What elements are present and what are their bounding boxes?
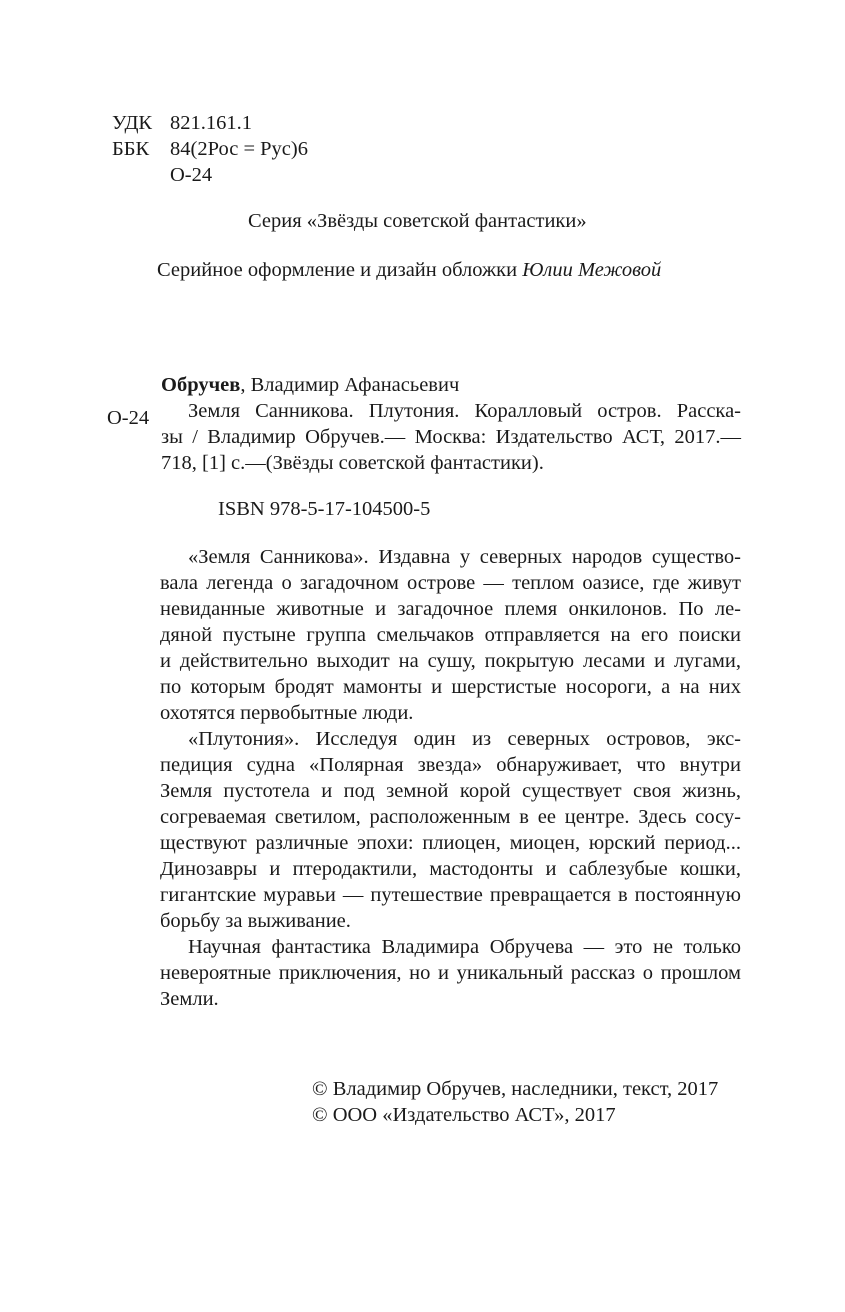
annotation-line: Земли. (160, 988, 219, 1010)
annotation-line: и действительно выходит на сушу, покрытую лесами и лугами, (160, 650, 741, 672)
annotation-line: согреваемая светилом, расположенным в ее центре. Здесь сосу- (160, 806, 741, 828)
annotation-line: ществуют различные эпохи: плиоцен, миоцен, юрский период... (160, 832, 741, 854)
annotation-line: борьбу за выживание. (160, 910, 351, 932)
author-surname: Обручев (161, 374, 241, 396)
annotation-line: педиция судна «Полярная звезда» обнаруживает, что внутри (160, 754, 741, 776)
annotation-line: дяной пустыне группа смельчаков отправляется на его поиски (160, 624, 741, 646)
isbn: ISBN 978-5-17-104500-5 (218, 498, 431, 520)
annotation-line: Научная фантастика Владимира Обручева — это не только (188, 936, 741, 958)
bbk-value: 84(2Рос = Рус)6 (170, 138, 308, 160)
catalog-description-line: зы / Владимир Обручев.— Москва: Издательство АСТ, 2017.— (161, 426, 741, 448)
bbk-line (112, 136, 308, 162)
annotation-line: невиданные животные и загадочное племя онкилонов. По ле- (160, 598, 741, 620)
bbk-label: ББК (112, 138, 150, 160)
annotation-line: гигантские муравьи — путешествие превращается в постоянную (160, 884, 741, 906)
udk-line (112, 110, 252, 136)
annotation-line: по которым бродят мамонты и шерстистые носороги, а на них (160, 676, 741, 698)
author-name: , Владимир Афанасьевич (240, 374, 460, 396)
udk-value: 821.161.1 (170, 112, 252, 134)
design-credit (157, 257, 661, 283)
catalog-mark: О-24 (107, 407, 150, 429)
copyright-publisher: © ООО «Издательство АСТ», 2017 (312, 1104, 616, 1126)
designer-name: Юлии Межовой (522, 259, 662, 281)
catalog-description-line: 718, [1] с.—(Звёзды советской фантастики). (161, 452, 544, 474)
annotation-line: вала легенда о загадочном острове — теплом оазисе, где живут (160, 572, 741, 594)
catalog-author (161, 372, 459, 398)
annotation-line: Динозавры и птеродактили, мастодонты и саблезубые кошки, (160, 858, 741, 880)
design-credit-prefix: Серийное оформление и дизайн обложки (157, 259, 518, 281)
udk-label: УДК (112, 112, 153, 134)
catalog-description-line: Земля Санникова. Плутония. Коралловый остров. Расска- (188, 400, 741, 422)
author-mark: О-24 (170, 164, 213, 186)
annotation-line: Земля пустотела и под земной корой существует своя жизнь, (160, 780, 741, 802)
copyright-author: © Владимир Обручев, наследники, текст, 2017 (312, 1078, 719, 1100)
series-line: Серия «Звёзды советской фантастики» (248, 210, 587, 232)
annotation-line: охотятся первобытные люди. (160, 702, 414, 724)
annotation-line: «Плутония». Исследуя один из северных островов, экс- (188, 728, 741, 750)
annotation-line: «Земля Санникова». Издавна у северных народов существо- (188, 546, 741, 568)
annotation-line: невероятные приключения, но и уникальный рассказ о прошлом (160, 962, 741, 984)
